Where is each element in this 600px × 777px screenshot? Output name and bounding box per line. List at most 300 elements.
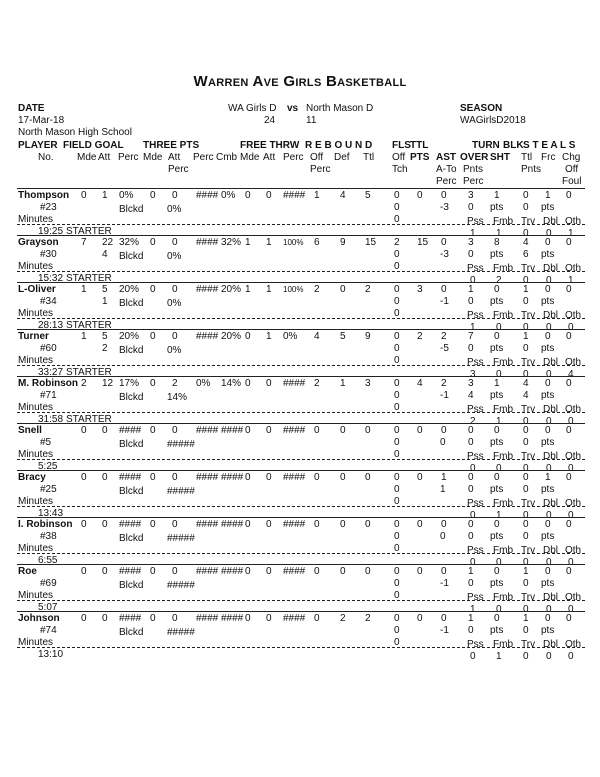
- blk-sht: 0: [494, 566, 500, 577]
- fls-tch-2: 0: [394, 496, 400, 507]
- fouls: 0: [394, 284, 400, 295]
- jersey-number: #25: [40, 484, 57, 495]
- fg-made: 0: [81, 519, 87, 530]
- col-cmb: Cmb: [216, 152, 238, 163]
- tp-att: 0: [172, 284, 178, 295]
- steals-chg: 0: [566, 378, 572, 389]
- fls-tch: 0: [394, 437, 400, 448]
- minutes-label: Minutes: [18, 496, 54, 507]
- player-row: [0, 327, 600, 380]
- game-location: North Mason High School: [18, 127, 132, 138]
- row-dash-separator: [17, 365, 585, 366]
- pss-count: 0: [470, 651, 476, 662]
- over-pts-label: pts: [490, 343, 504, 354]
- ft-perc: ####: [283, 425, 306, 436]
- minutes-played: 19:25: [38, 226, 64, 237]
- fmb-label: Fmb: [493, 498, 513, 509]
- blckd-label: Blckd: [119, 533, 144, 544]
- over-pnts: 0: [468, 484, 474, 495]
- assists: 1: [441, 472, 447, 483]
- fg-perc: ####: [119, 566, 142, 577]
- col-over-pnts: Pnts: [463, 164, 484, 175]
- reb-def: 4: [340, 190, 346, 201]
- starter-badge: STARTER: [66, 226, 112, 237]
- total-pts: 3: [417, 284, 423, 295]
- row-separator: [17, 517, 585, 518]
- player-name: Johnson: [18, 613, 60, 624]
- ft-perc: ####: [283, 190, 306, 201]
- fmb-label: Fmb: [493, 639, 513, 650]
- reb-def: 9: [340, 237, 346, 248]
- player-name: M. Robinson: [18, 378, 78, 389]
- fls-tch: 0: [394, 625, 400, 636]
- steal-pnts: 0: [523, 484, 529, 495]
- fg-perc: ####: [119, 425, 142, 436]
- fls-tch: 0: [394, 531, 400, 542]
- steal-pnts: 0: [523, 625, 529, 636]
- minutes-label: Minutes: [18, 590, 54, 601]
- tp-att-perc: 0%: [167, 204, 182, 215]
- cmb-perc: ####: [221, 519, 244, 530]
- pss-label: Pss: [467, 498, 484, 509]
- steals-chg: 0: [566, 237, 572, 248]
- col-reb-off-perc: Perc: [310, 164, 331, 175]
- pss-label: Pss: [467, 310, 484, 321]
- over-pnts: 0: [468, 296, 474, 307]
- col-fls-off: Off: [392, 152, 406, 163]
- starter-badge: STARTER: [66, 273, 112, 284]
- trv-count: 0: [523, 463, 529, 474]
- turnovers: 1: [468, 613, 474, 624]
- reb-def: 5: [340, 331, 346, 342]
- dbl-count: 0: [546, 557, 552, 568]
- tp-att: 0: [172, 519, 178, 530]
- steals-frc: 1: [545, 190, 551, 201]
- steal-pts-label: pts: [541, 249, 555, 260]
- oth-label: Oth: [565, 451, 582, 462]
- tp-made: 0: [150, 331, 156, 342]
- over-pts-label: pts: [490, 249, 504, 260]
- over-pts-label: pts: [490, 296, 504, 307]
- tp-perc: 0%: [196, 378, 211, 389]
- oth-count: 0: [568, 604, 574, 615]
- fouls: 0: [394, 378, 400, 389]
- player-row: [0, 186, 600, 239]
- assist-to-ratio: -3: [440, 249, 449, 260]
- fg-perc: ####: [119, 472, 142, 483]
- minutes-label: Minutes: [18, 402, 54, 413]
- fmb-count: 1: [496, 651, 502, 662]
- reb-ttl: 5: [365, 190, 371, 201]
- reb-def: 0: [340, 519, 346, 530]
- steals-chg: 0: [566, 613, 572, 624]
- fmb-count: 1: [496, 510, 502, 521]
- reb-ttl: 0: [365, 519, 371, 530]
- fg-att: 1: [102, 190, 108, 201]
- steal-pts-label: pts: [541, 343, 555, 354]
- tp-att: 0: [172, 425, 178, 436]
- trv-count: 0: [523, 557, 529, 568]
- col-chg: Chg: [562, 152, 581, 163]
- fg-att: 0: [102, 566, 108, 577]
- ft-perc: 100%: [283, 238, 304, 247]
- minutes-label: Minutes: [18, 214, 54, 225]
- oth-label: Oth: [565, 263, 582, 274]
- tp-perc: ####: [196, 472, 219, 483]
- trv-label: Trv: [521, 639, 536, 650]
- col-steals: S T E A L S: [523, 140, 576, 151]
- assist-to-ratio: 1: [440, 484, 446, 495]
- page-title: Warren Ave Girls Basketball: [193, 73, 407, 90]
- assist-to-ratio: -1: [440, 578, 449, 589]
- over-pnts: 0: [468, 202, 474, 213]
- col-stl-ttl: Ttl: [521, 152, 533, 163]
- cmb-perc: 0%: [221, 190, 236, 201]
- minutes-played: 13:10: [38, 649, 64, 660]
- pss-label: Pss: [467, 592, 484, 603]
- ft-perc: 100%: [283, 285, 304, 294]
- minutes-played: 31:58: [38, 414, 64, 425]
- tp-made: 0: [150, 425, 156, 436]
- over-pts-label: pts: [490, 202, 504, 213]
- assists: 0: [441, 566, 447, 577]
- steals-chg: 0: [566, 519, 572, 530]
- steals-chg: 0: [566, 425, 572, 436]
- ft-perc: ####: [283, 566, 306, 577]
- fg-perc: 0%: [119, 190, 134, 201]
- player-name: Turner: [18, 331, 49, 342]
- pss-count: 1: [470, 322, 476, 333]
- dbl-count: 0: [546, 604, 552, 615]
- blckd-label: Blckd: [119, 627, 144, 638]
- tp-perc: ####: [196, 190, 219, 201]
- pss-label: Pss: [467, 357, 484, 368]
- oth-label: Oth: [565, 357, 582, 368]
- reb-def: 0: [340, 284, 346, 295]
- blckd-label: Blckd: [119, 251, 144, 262]
- ft-made: 0: [245, 472, 251, 483]
- assist-to-ratio: -5: [440, 343, 449, 354]
- ft-att: 0: [266, 378, 272, 389]
- fg-made: 0: [81, 613, 87, 624]
- col-fls: FLS: [392, 140, 411, 151]
- cmb-perc: 14%: [221, 378, 242, 389]
- dbl-label: Dbl: [543, 404, 559, 415]
- total-pts: 0: [417, 613, 423, 624]
- trv-count: 0: [523, 416, 529, 427]
- steal-pts-label: pts: [541, 484, 555, 495]
- fg-perc: ####: [119, 613, 142, 624]
- player-name: I. Robinson: [18, 519, 73, 530]
- ft-att: 0: [266, 472, 272, 483]
- tp-att: 0: [172, 190, 178, 201]
- reb-off: 6: [314, 237, 320, 248]
- steals-frc: 0: [545, 237, 551, 248]
- game-date: 17-Mar-18: [18, 115, 65, 126]
- over-pts-label: pts: [490, 437, 504, 448]
- row-separator: [17, 188, 585, 189]
- over-pnts: 0: [468, 578, 474, 589]
- trv-count: 0: [523, 322, 529, 333]
- tp-made: 0: [150, 284, 156, 295]
- reb-ttl: 15: [365, 237, 377, 248]
- steal-pts-label: pts: [541, 202, 555, 213]
- assists: 2: [441, 378, 447, 389]
- tp-att: 0: [172, 237, 178, 248]
- blk-sht: 0: [494, 472, 500, 483]
- cmb-perc: ####: [221, 566, 244, 577]
- oth-count: 0: [568, 510, 574, 521]
- col-ft-att: Att: [263, 152, 276, 163]
- pss-label: Pss: [467, 404, 484, 415]
- over-pts-label: pts: [490, 625, 504, 636]
- steals-frc: 1: [545, 472, 551, 483]
- reb-off: 0: [314, 519, 320, 530]
- turnovers: 3: [468, 237, 474, 248]
- steal-pnts: 0: [523, 202, 529, 213]
- home-score: 24: [264, 115, 276, 126]
- steals-frc: 0: [545, 331, 551, 342]
- col-3p-att: Att: [168, 152, 181, 163]
- assists: 0: [441, 425, 447, 436]
- col-field-goal: FIELD GOAL: [63, 140, 124, 151]
- assists: 0: [441, 284, 447, 295]
- fls-tch-2: 0: [394, 402, 400, 413]
- steal-pnts: 6: [523, 249, 529, 260]
- over-pnts: 0: [468, 343, 474, 354]
- over-pnts: 0: [468, 625, 474, 636]
- oth-count: 0: [568, 416, 574, 427]
- ft-att: 0: [266, 190, 272, 201]
- fmb-count: 0: [496, 604, 502, 615]
- fls-tch: 0: [394, 296, 400, 307]
- trv-label: Trv: [521, 357, 536, 368]
- jersey-number: #23: [40, 202, 57, 213]
- tp-made: 0: [150, 613, 156, 624]
- fls-tch: 0: [394, 484, 400, 495]
- reb-off: 0: [314, 566, 320, 577]
- trv-label: Trv: [521, 592, 536, 603]
- col-no: No.: [38, 152, 54, 163]
- fls-tch-2: 0: [394, 449, 400, 460]
- fg-perc: ####: [119, 519, 142, 530]
- fg-made: 1: [81, 284, 87, 295]
- ft-made: 0: [245, 519, 251, 530]
- minutes-label: Minutes: [18, 355, 54, 366]
- trv-label: Trv: [521, 545, 536, 556]
- minutes-played: 13:43: [38, 508, 64, 519]
- fouls: 0: [394, 613, 400, 624]
- steals-frc: 0: [545, 613, 551, 624]
- over-pts-label: pts: [490, 578, 504, 589]
- col-over-perc: Perc: [463, 176, 484, 187]
- col-fg-perc: Perc: [118, 152, 139, 163]
- blckd-label: Blckd: [119, 204, 144, 215]
- fmb-count: 0: [496, 322, 502, 333]
- ft-perc: ####: [283, 613, 306, 624]
- pss-label: Pss: [467, 263, 484, 274]
- total-pts: 0: [417, 190, 423, 201]
- cmb-perc: ####: [221, 425, 244, 436]
- oth-label: Oth: [565, 545, 582, 556]
- fg-att: 0: [102, 519, 108, 530]
- fls-tch-2: 0: [394, 590, 400, 601]
- reb-ttl: 0: [365, 425, 371, 436]
- ft-made: 1: [245, 237, 251, 248]
- total-pts: 2: [417, 331, 423, 342]
- date-label: DATE: [18, 103, 45, 114]
- reb-off: 4: [314, 331, 320, 342]
- assists: 0: [441, 190, 447, 201]
- fg-perc: 20%: [119, 331, 140, 342]
- fmb-count: 0: [496, 557, 502, 568]
- season-value: WAGirlsD2018: [460, 115, 526, 126]
- fls-tch: 0: [394, 343, 400, 354]
- starter-badge: STARTER: [66, 320, 112, 331]
- pss-count: 1: [470, 604, 476, 615]
- turnovers: 1: [468, 284, 474, 295]
- minutes-label: Minutes: [18, 308, 54, 319]
- blk-sht: 8: [494, 237, 500, 248]
- col-ttl: TTL: [410, 140, 429, 151]
- tp-perc: ####: [196, 284, 219, 295]
- reb-off: 0: [314, 472, 320, 483]
- fg-made: 0: [81, 425, 87, 436]
- pss-count: 2: [470, 416, 476, 427]
- col-reb-ttl: Ttl: [363, 152, 375, 163]
- reb-ttl: 2: [365, 284, 371, 295]
- steals-frc: 0: [545, 378, 551, 389]
- tp-perc: ####: [196, 519, 219, 530]
- ft-made: 0: [245, 613, 251, 624]
- oth-label: Oth: [565, 216, 582, 227]
- col-chg-foul: Foul: [562, 176, 582, 187]
- col-player: PLAYER: [18, 140, 58, 151]
- reb-off: 2: [314, 284, 320, 295]
- player-name: Bracy: [18, 472, 46, 483]
- season-label: SEASON: [460, 103, 503, 114]
- fmb-label: Fmb: [493, 263, 513, 274]
- steals-frc: 0: [545, 284, 551, 295]
- fouls: 0: [394, 519, 400, 530]
- over-pts-label: pts: [490, 390, 504, 401]
- blk-sht: 0: [494, 425, 500, 436]
- over-pnts: 4: [468, 390, 474, 401]
- oth-label: Oth: [565, 498, 582, 509]
- dbl-count: 0: [546, 651, 552, 662]
- dbl-label: Dbl: [543, 357, 559, 368]
- trv-count: 0: [523, 275, 529, 286]
- fg-made: 7: [81, 237, 87, 248]
- fg-perc: 20%: [119, 284, 140, 295]
- dbl-label: Dbl: [543, 451, 559, 462]
- player-name: L-Oliver: [18, 284, 56, 295]
- oth-label: Oth: [565, 404, 582, 415]
- blckd-label: Blckd: [119, 345, 144, 356]
- fg-blocked-count: 4: [102, 249, 108, 260]
- steal-pnts: 0: [523, 343, 529, 354]
- over-pts-label: pts: [490, 484, 504, 495]
- jersey-number: #5: [40, 437, 52, 448]
- fg-att: 0: [102, 613, 108, 624]
- tp-made: 0: [150, 190, 156, 201]
- steals-ttl: 0: [523, 519, 529, 530]
- total-pts: 4: [417, 378, 423, 389]
- col-pts: PTS: [410, 152, 430, 163]
- col-over: OVER: [460, 152, 489, 163]
- reb-def: 0: [340, 472, 346, 483]
- row-separator: [17, 329, 585, 330]
- dbl-label: Dbl: [543, 592, 559, 603]
- steal-pts-label: pts: [541, 437, 555, 448]
- ft-made: 1: [245, 284, 251, 295]
- fg-perc: 17%: [119, 378, 140, 389]
- fls-tch-2: 0: [394, 214, 400, 225]
- tp-perc: ####: [196, 425, 219, 436]
- oth-count: 4: [568, 369, 574, 380]
- blckd-label: Blckd: [119, 580, 144, 591]
- blckd-label: Blckd: [119, 392, 144, 403]
- fg-att: 5: [102, 331, 108, 342]
- tp-att: 0: [172, 613, 178, 624]
- reb-ttl: 2: [365, 613, 371, 624]
- player-row: [0, 515, 600, 568]
- fouls: 0: [394, 190, 400, 201]
- row-dash-separator: [17, 318, 585, 319]
- trv-count: 0: [523, 604, 529, 615]
- col-sht: SHT: [490, 152, 510, 163]
- tp-att-perc: #####: [167, 580, 195, 591]
- pss-count: 1: [470, 228, 476, 239]
- turnovers: 0: [468, 519, 474, 530]
- reb-off: 0: [314, 425, 320, 436]
- oth-count: 0: [568, 322, 574, 333]
- row-separator: [17, 376, 585, 377]
- row-dash-separator: [17, 553, 585, 554]
- oth-label: Oth: [565, 310, 582, 321]
- steals-ttl: 0: [523, 425, 529, 436]
- oth-count: 0: [568, 463, 574, 474]
- ft-att: 1: [266, 237, 272, 248]
- col-free-thrw: FREE THRW: [240, 140, 300, 151]
- minutes-played: 28:13: [38, 320, 64, 331]
- trv-label: Trv: [521, 498, 536, 509]
- fmb-count: 2: [496, 275, 502, 286]
- steals-ttl: 1: [523, 566, 529, 577]
- player-name: Thompson: [18, 190, 70, 201]
- col-blk: BLK: [503, 140, 524, 151]
- minutes-label: Minutes: [18, 543, 54, 554]
- ft-perc: ####: [283, 378, 306, 389]
- fouls: 0: [394, 566, 400, 577]
- fls-tch-2: 0: [394, 261, 400, 272]
- tp-perc: ####: [196, 237, 219, 248]
- ft-made: 0: [245, 190, 251, 201]
- reb-def: 0: [340, 566, 346, 577]
- steals-chg: 0: [566, 284, 572, 295]
- cmb-perc: ####: [221, 613, 244, 624]
- steals-ttl: 0: [523, 190, 529, 201]
- pss-label: Pss: [467, 216, 484, 227]
- oth-label: Oth: [565, 592, 582, 603]
- fmb-label: Fmb: [493, 404, 513, 415]
- fouls: 0: [394, 331, 400, 342]
- fls-tch: 0: [394, 202, 400, 213]
- over-pnts: 0: [468, 531, 474, 542]
- over-pnts: 0: [468, 249, 474, 260]
- dbl-label: Dbl: [543, 310, 559, 321]
- col-rebound: R E B O U N D: [305, 140, 373, 151]
